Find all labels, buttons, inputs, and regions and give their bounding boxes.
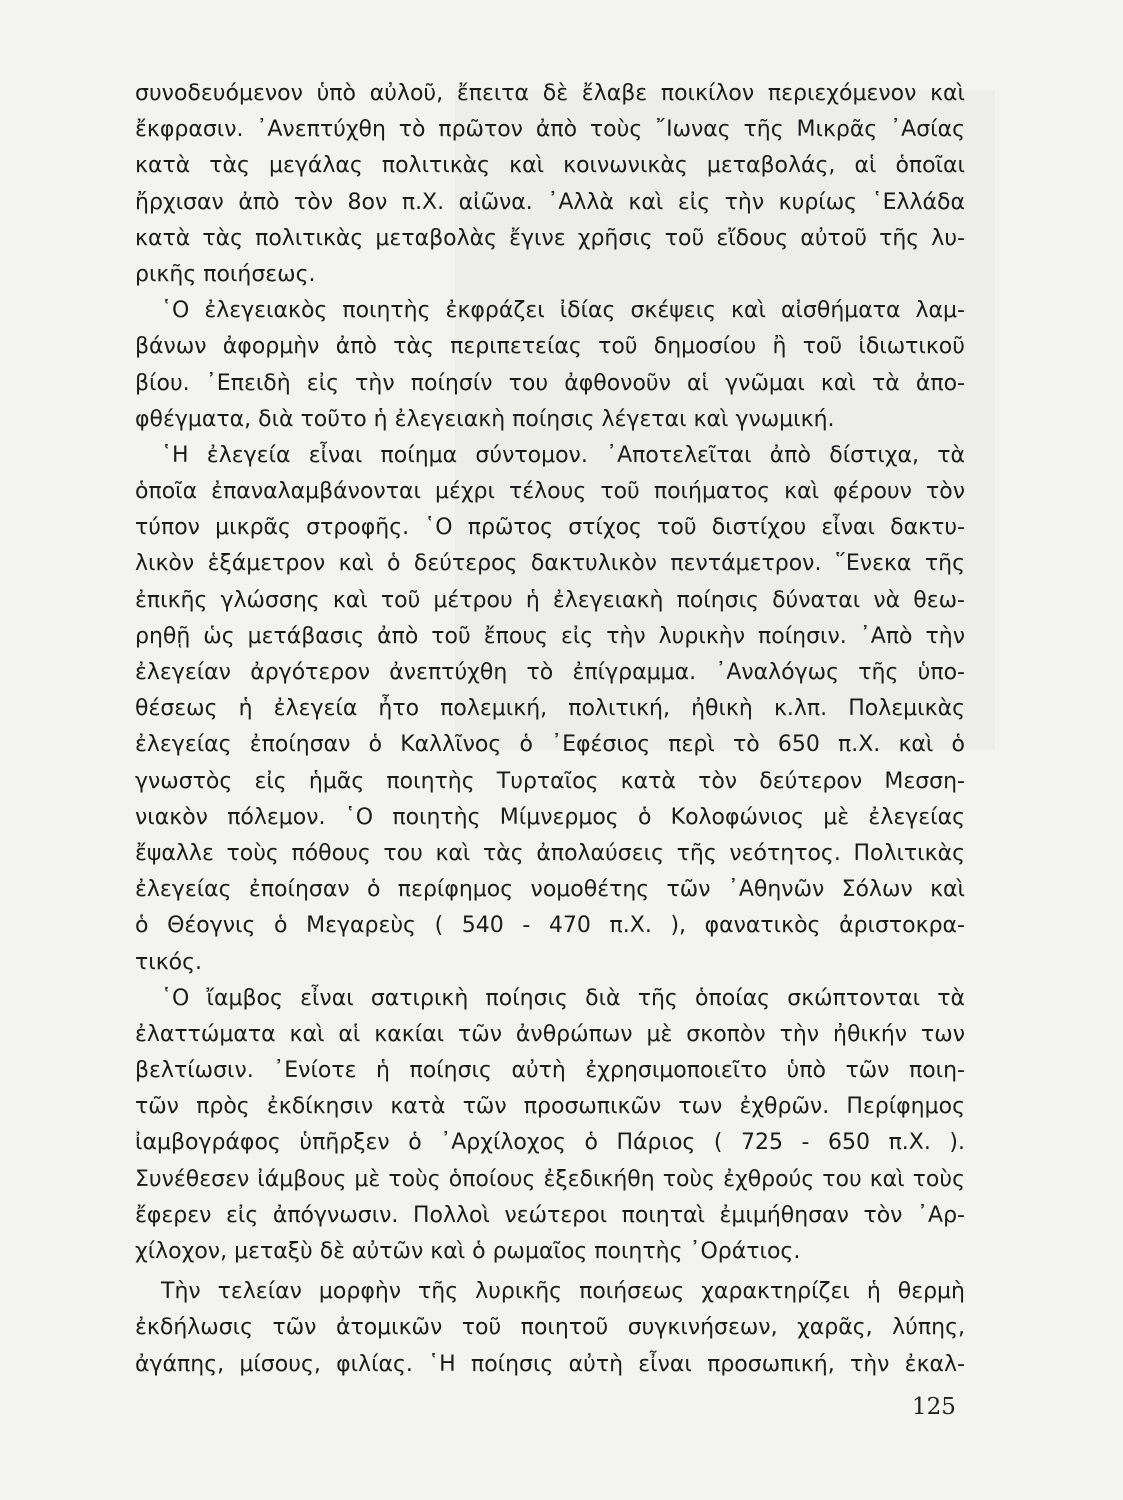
text-line: ἔφερεν εἰς ἀπόγνωσιν. Πολλοὶ νεώτεροι ποιηταὶ ἐμιμήθησαν τὸν ᾿Αρ- bbox=[135, 1202, 965, 1228]
text-line: τῶν πρὸς ἐκδίκησιν κατὰ τῶν προσωπικῶν των ἐχθρῶν. Περίφημος bbox=[135, 1094, 965, 1120]
paragraph bbox=[135, 981, 965, 1271]
text-line: θέσεως ἡ ἐλεγεία ἦτο πολεμική, πολιτική, ἠθικὴ κ.λπ. Πολεμικὰς bbox=[135, 696, 965, 722]
text-line: συνοδευόμενον ὑπὸ αὐλοῦ, ἔπειτα δὲ ἔλαβε ποικίλον περιεχόμενον καὶ bbox=[135, 81, 965, 106]
paragraph bbox=[135, 293, 965, 438]
text-line: ῾Ο ἴαμβος εἶναι σατιρικὴ ποίησις διὰ τῆς ὁποίας σκώπτονται τὰ bbox=[161, 985, 965, 1011]
paragraph bbox=[135, 1274, 965, 1383]
text-line: ῾Ο ἐλεγειακὸς ποιητὴς ἐκφράζει ἰδίας σκέψεις καὶ αἰσθήματα λαμ- bbox=[161, 298, 965, 324]
body-text bbox=[135, 76, 965, 1383]
text-line: ἤρχισαν ἀπὸ τὸν 8ον π.Χ. αἰῶνα. ᾿Αλλὰ καὶ εἰς τὴν κυρίως ῾Ελλάδα bbox=[135, 189, 965, 215]
text-line: ρικῆς ποιήσεως. bbox=[135, 261, 316, 287]
text-line: ἰαμβογράφος ὑπῆρξεν ὁ ᾿Αρχίλοχος ὁ Πάριος ( 725 - 650 π.Χ. ). bbox=[135, 1130, 965, 1156]
paragraph bbox=[135, 438, 965, 981]
text-line: ῾Η ἐλεγεία εἶναι ποίημα σύντομον. ᾿Αποτελεῖται ἀπὸ δίστιχα, τὰ bbox=[161, 442, 965, 468]
text-line: Τὴν τελείαν μορφὴν τῆς λυρικῆς ποιήσεως χαρακτηρίζει ἡ θερμὴ bbox=[161, 1279, 965, 1305]
text-line: λικὸν ἑξάμετρον καὶ ὁ δεύτερος δακτυλικὸν πεντάμετρον. ῞Ενεκα τῆς bbox=[135, 551, 965, 577]
text-line: βελτίωσιν. ᾿Ενίοτε ἡ ποίησις αὐτὴ ἐχρησιμοποιεῖτο ὑπὸ τῶν ποιη- bbox=[135, 1058, 965, 1084]
text-line: βίου. ᾿Επειδὴ εἰς τὴν ποίησίν του ἀφθονοῦν αἱ γνῶμαι καὶ τὰ ἀπο- bbox=[135, 370, 965, 396]
text-line: ἐκδήλωσις τῶν ἀτομικῶν τοῦ ποιητοῦ συγκινήσεων, χαρᾶς, λύπης, bbox=[135, 1315, 965, 1341]
text-line: ἀγάπης, μίσους, φιλίας. ῾Η ποίησις αὐτὴ εἶναι προσωπική, τὴν ἐκαλ- bbox=[135, 1351, 965, 1377]
text-line: Συνέθεσεν ἰάμβους μὲ τοὺς ὁποίους ἐξεδικήθη τοὺς ἐχθρούς του καὶ τοὺς bbox=[135, 1166, 965, 1192]
text-line: κατὰ τὰς μεγάλας πολιτικὰς καὶ κοινωνικὰς μεταβολάς, αἱ ὁποῖαι bbox=[135, 153, 965, 179]
paragraph bbox=[135, 76, 965, 293]
text-line: χίλοχον, μεταξὺ δὲ αὐτῶν καὶ ὁ ρωμαῖος ποιητὴς ᾿Οράτιος. bbox=[135, 1239, 801, 1264]
text-line: ἐλεγείας ἐποίησαν ὁ Καλλῖνος ὁ ᾿Εφέσιος περὶ τὸ 650 π.Χ. καὶ ὁ bbox=[135, 732, 965, 758]
text-line: ἔψαλλε τοὺς πόθους του καὶ τὰς ἀπολαύσεις τῆς νεότητος. Πολιτικὰς bbox=[135, 840, 965, 866]
text-line: τύπον μικρᾶς στροφῆς. ῾Ο πρῶτος στίχος τοῦ διστίχου εἶναι δακτυ- bbox=[135, 515, 965, 541]
text-line: φθέγματα, διὰ τοῦτο ἡ ἐλεγειακὴ ποίησις λέγεται καὶ γνωμική. bbox=[135, 406, 835, 432]
text-line: ἐλεγείαν ἀργότερον ἀνεπτύχθη τὸ ἐπίγραμμα. ᾿Αναλόγως τῆς ὑπο- bbox=[135, 660, 965, 685]
text-line: ἐλαττώματα καὶ αἱ κακίαι τῶν ἀνθρώπων μὲ σκοπὸν τὴν ἠθικήν των bbox=[135, 1021, 965, 1047]
text-line: ὁποῖα ἐπαναλαμβάνονται μέχρι τέλους τοῦ ποιήματος καὶ φέρουν τὸν bbox=[135, 479, 965, 505]
text-line: ἐπικῆς γλώσσης καὶ τοῦ μέτρου ἡ ἐλεγειακὴ ποίησις δύναται νὰ θεω- bbox=[135, 587, 965, 613]
page-number: 125 bbox=[912, 1394, 956, 1420]
text-line: κατὰ τὰς πολιτικὰς μεταβολὰς ἔγινε χρῆσις τοῦ εἴδους αὐτοῦ τῆς λυ- bbox=[135, 225, 965, 251]
text-line: ρηθῇ ὡς μετάβασις ἀπὸ τοῦ ἔπους εἰς τὴν λυρικὴν ποίησιν. ᾿Απὸ τὴν bbox=[135, 623, 965, 649]
text-line: ἔκφρασιν. ᾿Ανεπτύχθη τὸ πρῶτον ἀπὸ τοὺς ῎Ιωνας τῆς Μικρᾶς ᾿Ασίας bbox=[135, 117, 965, 143]
text-line: βάνων ἀφορμὴν ἀπὸ τὰς περιπετείας τοῦ δημοσίου ἢ τοῦ ἰδιωτικοῦ bbox=[135, 334, 965, 360]
text-line: νιακὸν πόλεμον. ῾Ο ποιητὴς Μίμνερμος ὁ Κολοφώνιος μὲ ἐλεγείας bbox=[135, 804, 965, 830]
text-line: γνωστὸς εἰς ἡμᾶς ποιητὴς Τυρταῖος κατὰ τὸν δεύτερον Μεσση- bbox=[135, 768, 965, 794]
text-line: ἐλεγείας ἐποίησαν ὁ περίφημος νομοθέτης τῶν ᾿Αθηνῶν Σόλων καὶ bbox=[135, 877, 965, 903]
text-line: ὁ Θέογνις ὁ Μεγαρεὺς ( 540 - 470 π.Χ. ), φανατικὸς ἀριστοκρα- bbox=[135, 913, 965, 939]
text-line: τικός. bbox=[135, 949, 203, 975]
